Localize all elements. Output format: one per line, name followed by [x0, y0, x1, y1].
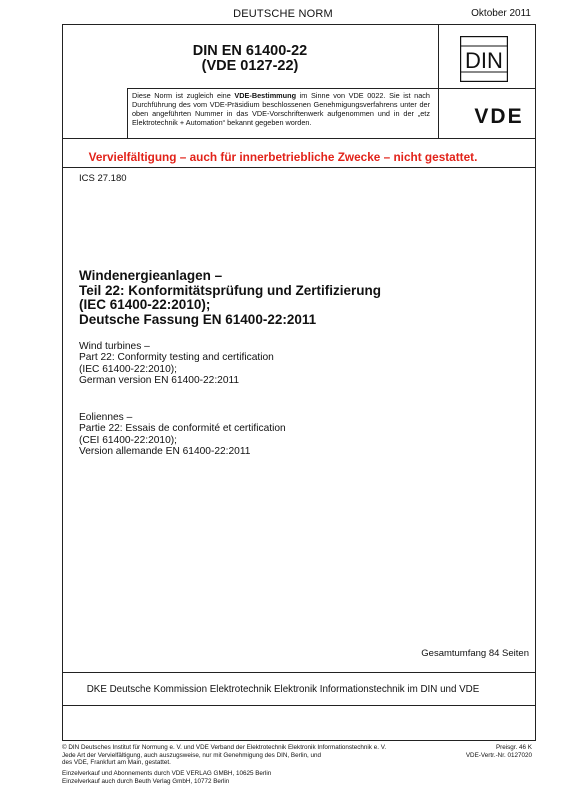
header-bottom-line — [62, 138, 536, 139]
vde-number: (VDE 0127-22) — [201, 58, 299, 74]
total-pages: Gesamtumfang 84 Seiten — [421, 648, 529, 659]
header-divider — [127, 88, 536, 89]
copyright-line: Jede Art der Vervielfältigung, auch auszugsweise, nur mit Genehmigung des DIN, Berlin, und — [62, 751, 322, 759]
note-left-divider — [127, 88, 128, 138]
title-german — [79, 269, 381, 327]
frame-top — [62, 24, 536, 25]
note-text-start: Diese Norm ist zugleich eine — [132, 91, 235, 100]
copyright-notice — [62, 744, 422, 767]
logo-column-divider — [438, 24, 439, 138]
publication-date: Oktober 2011 — [471, 8, 531, 19]
din-logo-text: DIN — [465, 48, 503, 73]
title-english — [79, 341, 274, 387]
ics-code: ICS 27.180 — [79, 173, 127, 184]
sales-line: Einzelverkauf und Abonnements durch VDE VERLAG GMBH, 10625 Berlin — [62, 770, 272, 777]
title-fr-line: Partie 22: Essais de conformité et certification — [79, 423, 286, 435]
title-fr-line: Eoliennes – — [79, 412, 133, 423]
warning-bottom-line — [62, 167, 536, 168]
sales-line: Einzelverkauf auch durch Beuth Verlag GmbH, 10772 Berlin — [62, 777, 230, 785]
reproduction-warning: Vervielfältigung – auch für innerbetriebliche Zwecke – nicht gestattet. — [88, 150, 478, 164]
title-en-line: German version EN 61400-22:2011 — [79, 375, 240, 387]
document-type: DEUTSCHE NORM — [233, 8, 333, 20]
title-de-line: Windenergieanlagen – — [79, 268, 223, 283]
copyright-line: des VDE, Frankfurt am Main, gestattet. — [62, 759, 171, 767]
sales-info — [62, 770, 271, 785]
title-de-line: Deutsche Fassung EN 61400-22:2011 — [79, 311, 317, 327]
frame-bottom — [62, 740, 536, 741]
frame-left — [62, 24, 63, 740]
copyright-line: © DIN Deutsches Institut für Normung e. V. und VDE Verband der Elektrotechnik Elektronik Informationstechnik e. V. — [62, 744, 387, 751]
title-french — [79, 412, 286, 458]
title-en-line: (IEC 61400-22:2010); — [79, 363, 177, 375]
note-bold-term: VDE-Bestimmung — [234, 91, 297, 100]
vde-logo — [447, 104, 551, 126]
vde-regulation-note — [132, 92, 430, 128]
title-de-line: (IEC 61400-22:2010); — [79, 297, 211, 313]
standard-number-block — [62, 44, 438, 74]
title-en-line: Wind turbines – — [79, 341, 150, 352]
din-logo — [460, 36, 508, 82]
dke-top-line — [62, 672, 536, 673]
note-text-end: im Sinne von VDE 0022. Sie ist nach Durchführung des vom VDE-Präsidium beschlossenen Genehmigungsverfahrens unter der oben angeführten Nummer in das VDE-Vorschriftenwerk aufgenommen und in der „etz Elektrotechnik + Automation“ bekannt gegeben worden. — [132, 91, 430, 127]
title-de-line: Teil 22: Konformitätsprüfung und Zertifizierung — [79, 282, 381, 298]
vde-logo-text: VDE — [474, 105, 524, 126]
title-fr-line: Version allemande EN 61400-22:2011 — [79, 446, 251, 458]
dke-bottom-line — [62, 705, 536, 706]
standard-number: DIN EN 61400-22 — [192, 43, 308, 59]
dke-commission: DKE Deutsche Kommission Elektrotechnik Elektronik Informationstechnik im DIN und VDE — [86, 684, 480, 695]
price-info — [466, 744, 532, 759]
title-fr-line: (CEI 61400-22:2010); — [79, 434, 177, 446]
price-group: Preisgr. 46 K — [495, 744, 532, 751]
frame-right — [535, 24, 536, 740]
title-en-line: Part 22: Conformity testing and certification — [79, 352, 274, 364]
vde-order-number: VDE-Vertr.-Nr. 0127020 — [465, 751, 532, 759]
